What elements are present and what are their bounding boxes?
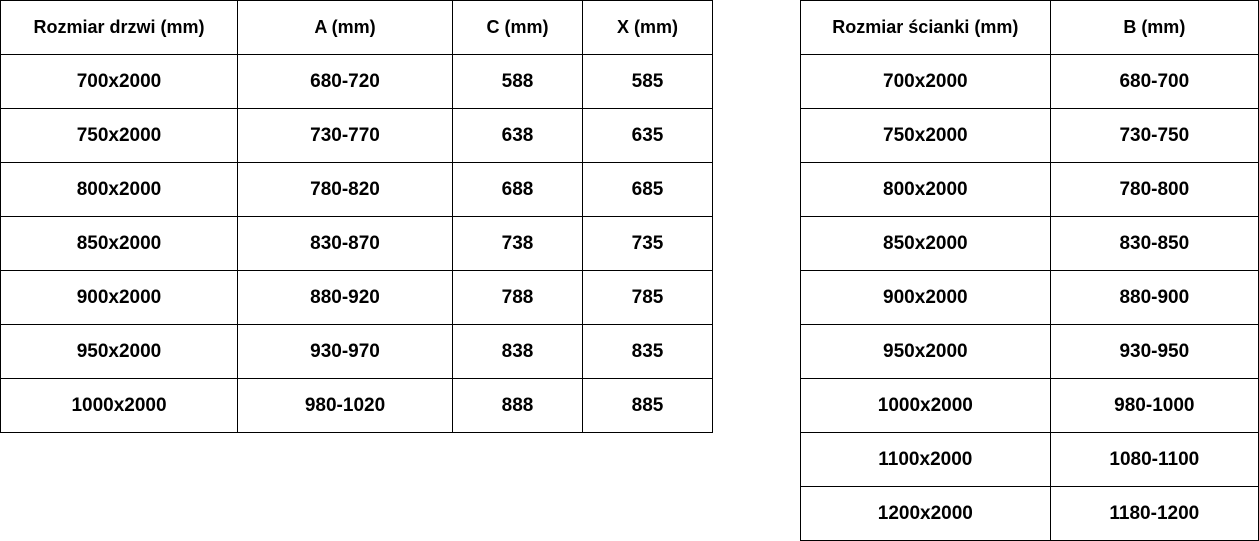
table-header-row xyxy=(801,1,1259,55)
cell-c: 638 xyxy=(453,109,583,163)
table-row xyxy=(1,55,713,109)
door-size-table xyxy=(0,0,713,433)
column-header-door-size: Rozmiar drzwi (mm) xyxy=(1,1,238,55)
cell-x: 835 xyxy=(583,325,713,379)
cell-door-size: 750x2000 xyxy=(1,109,238,163)
column-header-wall-size: Rozmiar ścianki (mm) xyxy=(801,1,1051,55)
table-body xyxy=(1,55,713,433)
cell-b: 680-700 xyxy=(1050,55,1258,109)
cell-c: 838 xyxy=(453,325,583,379)
table-header xyxy=(801,1,1259,55)
table-row xyxy=(801,55,1259,109)
cell-a: 780-820 xyxy=(238,163,453,217)
cell-door-size: 1000x2000 xyxy=(1,379,238,433)
cell-door-size: 800x2000 xyxy=(1,163,238,217)
table-row xyxy=(1,271,713,325)
cell-wall-size: 850x2000 xyxy=(801,217,1051,271)
wall-size-table xyxy=(800,0,1259,541)
table-row xyxy=(801,325,1259,379)
wall-size-table-container xyxy=(800,0,1259,541)
cell-c: 888 xyxy=(453,379,583,433)
cell-c: 688 xyxy=(453,163,583,217)
cell-b: 1080-1100 xyxy=(1050,433,1258,487)
cell-wall-size: 1100x2000 xyxy=(801,433,1051,487)
door-size-table-container xyxy=(0,0,713,433)
cell-x: 635 xyxy=(583,109,713,163)
cell-a: 930-970 xyxy=(238,325,453,379)
table-row xyxy=(801,163,1259,217)
cell-a: 830-870 xyxy=(238,217,453,271)
cell-x: 685 xyxy=(583,163,713,217)
cell-b: 880-900 xyxy=(1050,271,1258,325)
cell-x: 735 xyxy=(583,217,713,271)
column-header-a: A (mm) xyxy=(238,1,453,55)
table-row xyxy=(1,109,713,163)
cell-a: 880-920 xyxy=(238,271,453,325)
table-row xyxy=(1,379,713,433)
table-row xyxy=(801,379,1259,433)
table-row xyxy=(1,325,713,379)
cell-a: 680-720 xyxy=(238,55,453,109)
table-row xyxy=(1,163,713,217)
table-header-row xyxy=(1,1,713,55)
column-header-c: C (mm) xyxy=(453,1,583,55)
cell-wall-size: 750x2000 xyxy=(801,109,1051,163)
cell-x: 885 xyxy=(583,379,713,433)
cell-c: 588 xyxy=(453,55,583,109)
table-header xyxy=(1,1,713,55)
cell-wall-size: 800x2000 xyxy=(801,163,1051,217)
cell-door-size: 900x2000 xyxy=(1,271,238,325)
table-row xyxy=(801,109,1259,163)
cell-wall-size: 1000x2000 xyxy=(801,379,1051,433)
cell-x: 785 xyxy=(583,271,713,325)
cell-b: 930-950 xyxy=(1050,325,1258,379)
table-body xyxy=(801,55,1259,541)
table-row xyxy=(801,271,1259,325)
cell-b: 980-1000 xyxy=(1050,379,1258,433)
column-header-x: X (mm) xyxy=(583,1,713,55)
cell-a: 980-1020 xyxy=(238,379,453,433)
cell-b: 780-800 xyxy=(1050,163,1258,217)
cell-b: 730-750 xyxy=(1050,109,1258,163)
cell-c: 788 xyxy=(453,271,583,325)
table-row xyxy=(801,217,1259,271)
cell-wall-size: 900x2000 xyxy=(801,271,1051,325)
cell-door-size: 850x2000 xyxy=(1,217,238,271)
cell-door-size: 950x2000 xyxy=(1,325,238,379)
cell-wall-size: 950x2000 xyxy=(801,325,1051,379)
cell-a: 730-770 xyxy=(238,109,453,163)
cell-b: 1180-1200 xyxy=(1050,487,1258,541)
cell-c: 738 xyxy=(453,217,583,271)
table-row xyxy=(1,217,713,271)
cell-door-size: 700x2000 xyxy=(1,55,238,109)
cell-wall-size: 700x2000 xyxy=(801,55,1051,109)
cell-x: 585 xyxy=(583,55,713,109)
column-header-b: B (mm) xyxy=(1050,1,1258,55)
cell-b: 830-850 xyxy=(1050,217,1258,271)
table-row xyxy=(801,433,1259,487)
cell-wall-size: 1200x2000 xyxy=(801,487,1051,541)
table-row xyxy=(801,487,1259,541)
